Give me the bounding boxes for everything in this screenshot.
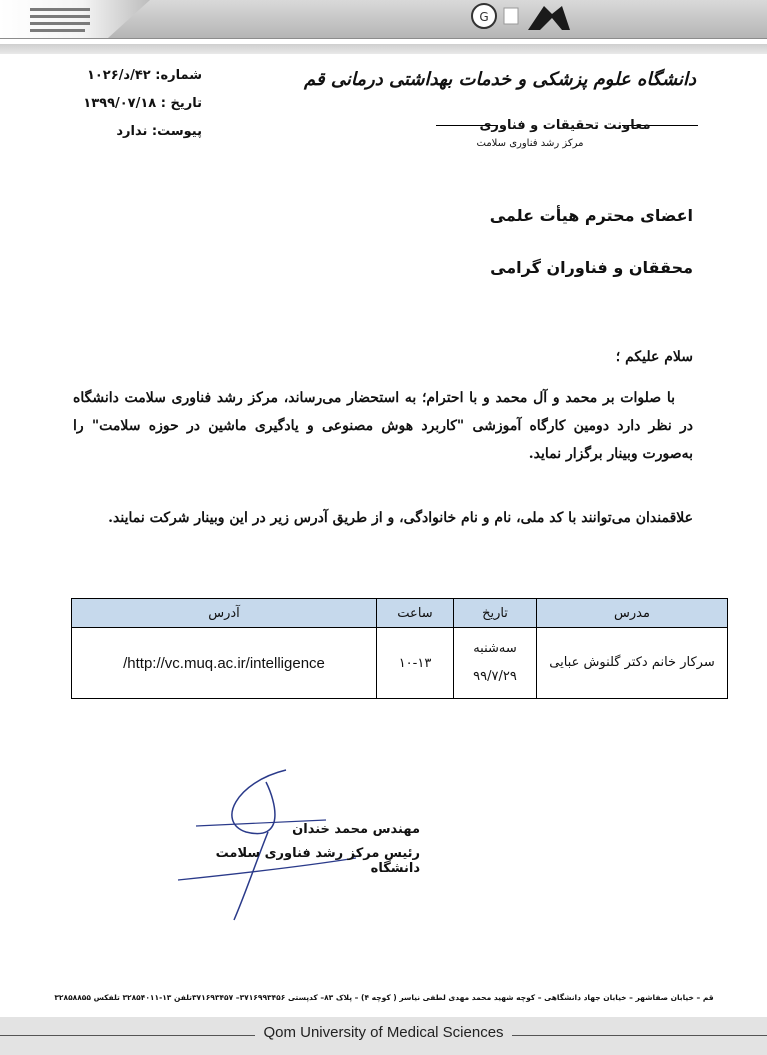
address-cell xyxy=(72,628,377,699)
greeting: سلام علیکم ؛ xyxy=(615,349,693,365)
webinar-table xyxy=(71,598,728,699)
header-teacher: مدرس xyxy=(537,599,728,628)
header-date: تاریخ xyxy=(454,599,537,628)
footer-address: قم – خیابان صفاشهر – خیابان جهاد دانشگاهی – کوچه شهید محمد مهدی لطفی نیاسر ( کوچه ۴) – پلاک ۸۳– کدپستی ۳۷۱۶۹۹۳۴۵۶– ۳۷۱۶۹۳۴۵۷تلفن ۱۳-۳۲۸۵۴۰۱۱ تلفکس ۳۲۸۵۸۸۵۵ xyxy=(54,993,714,1002)
center-name: مرکز رشد فناوری سلامت xyxy=(476,138,584,149)
footer-university-name: Qom University of Medical Sciences xyxy=(255,1024,511,1041)
date-cell xyxy=(454,628,537,699)
time-cell: ۱۰-۱۳ xyxy=(377,628,454,699)
header-rule xyxy=(0,44,767,54)
university-name: دانشگاه علوم پزشکی و خدمات بهداشتی درمانی قم xyxy=(304,69,696,90)
webinar-link[interactable]: http://vc.muq.ac.ir/intelligence/ xyxy=(123,654,325,672)
vice-chancellor: معاونت تحقیقات و فناوری xyxy=(479,118,651,133)
recipient-line-2: محققان و فناوران گرامی xyxy=(490,258,693,277)
date-value: ۹۹/۷/۲۹ xyxy=(473,669,517,684)
date-day: سه‌شنبه xyxy=(473,641,517,656)
recipient-line-1: اعضای محترم هیأت علمی xyxy=(489,206,693,225)
teacher-cell: سرکار خانم دکتر گلنوش عبایی xyxy=(537,628,728,699)
signatory-title: رئیس مرکز رشد فناوری سلامت دانشگاه xyxy=(215,846,420,876)
signature-image xyxy=(176,762,366,922)
table-row xyxy=(72,628,728,699)
header-time: ساعت xyxy=(377,599,454,628)
signatory-name: مهندس محمد خندان xyxy=(292,822,420,837)
letter-date: تاریخ : ۱۳۹۹/۰۷/۱۸ xyxy=(83,96,202,111)
body-paragraph-1: با صلوات بر محمد و آل محمد و با احترام؛ به استحضار می‌رساند، مرکز رشد فناوری سلامت دانشگاه در نظر دارد دومین کارگاه آموزشی "کاربرد هوش مصنوعی و یادگیری ماشین در حوزه سلامت" را به‌صورت وبینار برگزار نماید. xyxy=(73,390,693,462)
letter-number: شماره: ۴۲/د/۱۰۲۶ xyxy=(86,68,202,83)
table-header-row xyxy=(72,599,728,628)
svg-text:G: G xyxy=(479,10,489,24)
letter-attachment: پیوست: ندارد xyxy=(116,124,202,139)
university-logo-icon xyxy=(466,0,576,38)
header-address: آدرس xyxy=(72,599,377,628)
body-paragraph-2: علاقمندان می‌توانند با کد ملی، نام و نام خانوادگی، و از طریق آدرس زیر در این وبینار شرکت نمایند. xyxy=(108,510,693,526)
